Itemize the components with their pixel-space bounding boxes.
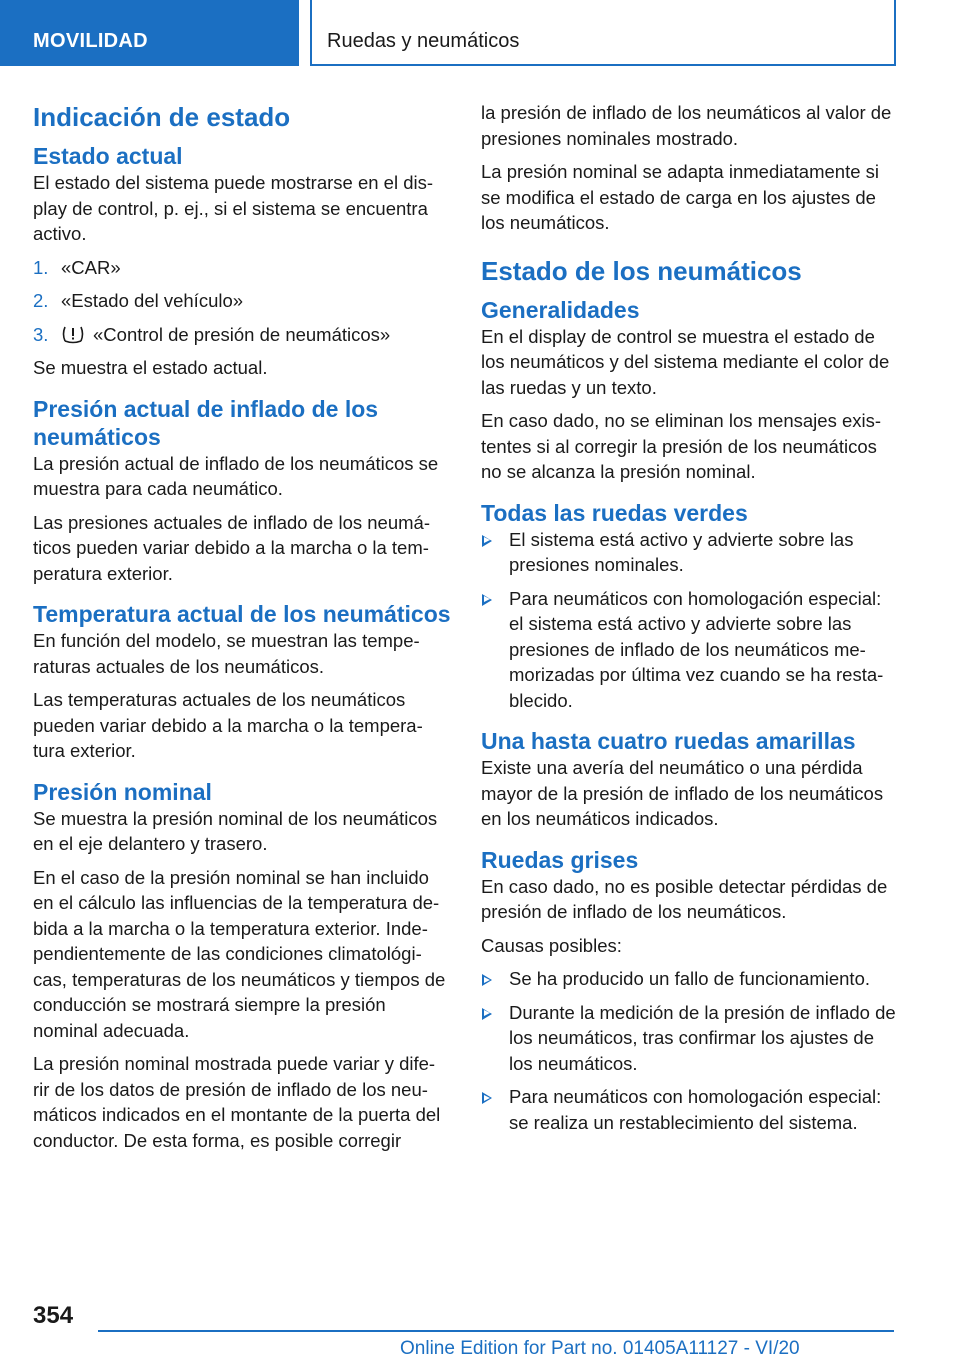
paragraph: En el display de control se muestra el estado de los neumáticos y del sistema mediante el color de las ruedas y un texto. (481, 325, 890, 398)
bullet-item (481, 527, 899, 578)
list-number: 1. (33, 256, 49, 278)
paragraph: Las presiones actuales de inflado de los neumá-ticos pueden variar debido a la marcha o la tem-peratura exterior. (33, 511, 430, 584)
bullet-item (481, 966, 899, 992)
tire-pressure-warning-icon (61, 324, 85, 344)
list-item (33, 322, 451, 348)
bullet-text: Para neumáticos con homologación especial: se realiza un restablecimiento del sistema. (509, 1086, 882, 1133)
paragraph: En el caso de la presión nominal se han incluido en el cálculo las influencias de la temperatura de-bida a la marcha o la temperatura exterior. Inde-pendientemente de las condiciones climatológi-cas, temperaturas de los neumáticos y tiempos de conducción se mostrará siempre la presión nominal adecuada. (33, 866, 446, 1041)
list-text: «CAR» (61, 256, 121, 278)
bullet-triangle-icon (482, 1092, 492, 1104)
bullet-item (481, 1084, 899, 1135)
heading-ruedas-grises: Ruedas grises (481, 846, 639, 873)
paragraph: El estado del sistema puede mostrarse en el dis-play de control, p. ej., si el sistema se encuentra activo. (33, 172, 434, 244)
bullet-text: Durante la medición de la presión de inflado de los neumáticos, tras confirmar los ajustes de los neumáticos. (509, 1001, 896, 1074)
heading-generalidades: Generalidades (481, 296, 640, 323)
heading-presion-actual: Presión actual de inflado de los neumáticos (33, 395, 379, 450)
footer-divider (98, 1330, 894, 1332)
paragraph: En caso dado, no se eliminan los mensajes exis-tentes si al corregir la presión de los neumáticos no se alcanza la presión nominal. (481, 410, 882, 482)
paragraph: En caso dado, no es posible detectar pérdidas de presión de inflado de los neumáticos. (481, 875, 888, 922)
list-text: «Estado del vehículo» (61, 290, 244, 311)
bullet-triangle-icon (482, 974, 492, 986)
header-chapter-label: Ruedas y neumáticos (327, 30, 520, 52)
paragraph: Existe una avería del neumático o una pérdida mayor de la presión de inflado de los neumáticos en los neumáticos indicados. (481, 757, 884, 829)
heading-presion-nominal: Presión nominal (33, 778, 212, 805)
paragraph: En función del modelo, se muestran las tempe-raturas actuales de los neumáticos. (33, 630, 420, 677)
page-number: 354 (33, 1302, 74, 1329)
page-title-indicacion: Indicación de estado (33, 102, 291, 132)
footer-edition-text: Online Edition for Part no. 01405A11127 - VI/20 (400, 1338, 800, 1359)
heading-ruedas-verdes: Todas las ruedas verdes (481, 499, 748, 526)
bullet-text: Para neumáticos con homologación especial: el sistema está activo y advierte sobre las presiones de inflado de los neumáticos me-morizadas por última vez cuando se ha resta-blecido. (509, 587, 884, 711)
left-column (33, 100, 451, 1161)
heading-ruedas-amarillas: Una hasta cuatro ruedas amarillas (481, 728, 856, 754)
heading-temperatura-actual: Temperatura actual de los neumáticos (33, 601, 451, 627)
header-chapter-box (310, 0, 896, 66)
list-text: «Control de presión de neumáticos» (93, 323, 391, 345)
heading-estado-actual: Estado actual (33, 143, 183, 169)
list-item (33, 288, 451, 314)
section-title-estado-neumaticos: Estado de los neumáticos (481, 255, 802, 286)
bullet-triangle-icon (482, 535, 492, 547)
paragraph: Se muestra la presión nominal de los neumáticos en el eje delantero y trasero. (33, 807, 438, 854)
bullet-text: El sistema está activo y advierte sobre las presiones nominales. (509, 528, 854, 575)
paragraph: La presión nominal se adapta inmediatamente si se modifica el estado de carga en los ajustes de los neumáticos. (481, 161, 879, 233)
list-number: 2. (33, 290, 49, 311)
bullet-item (481, 586, 899, 714)
list-number: 3. (33, 323, 49, 345)
header-section-label: MOVILIDAD (33, 30, 148, 52)
header-section-tab (0, 0, 299, 66)
bullet-item (481, 1000, 899, 1077)
list-item (33, 255, 451, 281)
paragraph: Las temperaturas actuales de los neumáticos pueden variar debido a la marcha o la tempera-tura exterior. (33, 689, 423, 761)
paragraph: Se muestra el estado actual. (33, 357, 268, 378)
paragraph: La presión actual de inflado de los neumáticos se muestra para cada neumático. (33, 452, 439, 499)
paragraph: Causas posibles: (481, 934, 622, 956)
paragraph: la presión de inflado de los neumáticos al valor de presiones nominales mostrado. (481, 102, 892, 149)
bullet-triangle-icon (482, 1008, 492, 1020)
bullet-triangle-icon (482, 594, 492, 606)
bullet-text: Se ha producido un fallo de funcionamiento. (509, 968, 871, 989)
paragraph: La presión nominal mostrada puede variar y dife-rir de los datos de presión de inflado de los neu-máticos indicados en el montante de la puerta del conductor. De esta forma, es posible corregir (33, 1053, 441, 1151)
right-column (481, 100, 899, 1143)
